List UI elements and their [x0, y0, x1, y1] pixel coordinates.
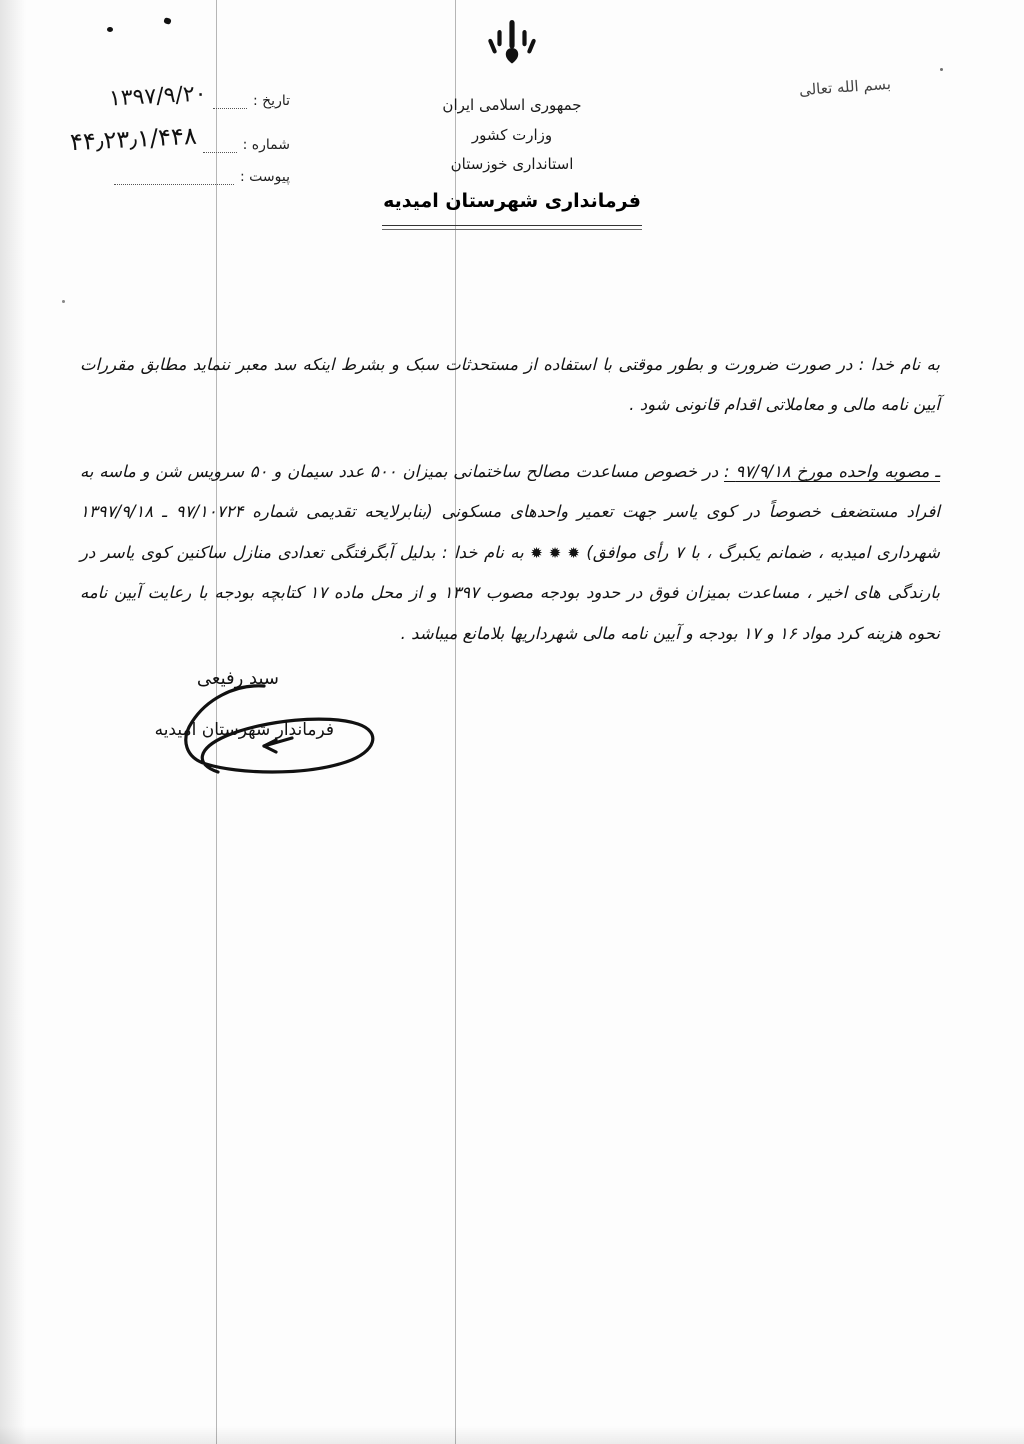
date-label: تاریخ : [252, 93, 290, 109]
date-dots [213, 96, 247, 109]
body-paragraph-1: به نام خدا : در صورت ضرورت و بطور موقتی با استفاده از مستحدثات سبک و بشرط اینکه سد معبر ننماید مطابق مقررات آیین نامه مالی و معاملاتی اقدام قانونی شود . [80, 355, 940, 415]
header-country: جمهوری اسلامی ایران [442, 96, 582, 114]
attachment-row [40, 169, 290, 185]
attachment-dots [114, 174, 234, 185]
letter-body [80, 345, 940, 680]
header-divider [382, 225, 642, 226]
number-dots [203, 140, 237, 153]
signer-name: سید رفیعی [196, 668, 279, 689]
number-row [40, 121, 290, 157]
bismillah-calligraphy: بسم الله تعالی [798, 74, 892, 100]
number-value: ۴۴٫۲۳٫۱/۴۴۸ [69, 121, 198, 157]
body-paragraph-2 [80, 452, 940, 654]
header-ministry: وزارت کشور [471, 126, 553, 145]
scan-edge-shadow-bottom [0, 1426, 1024, 1444]
resolution-text-2: به نام خدا : بدلیل آبگرفتگی تعدادی منازل ساکنین کوی یاسر در بارندگی های اخیر ، مساعدت بمیزان فوق در حدود بودجه مصوب ۱۳۹۷ و از محل ماده ۱۷ کتابچه بودجه با رعایت آیین نامه نحوه هزینه کرد مواد ۱۶ و ۱۷ بودجه و آیین نامه مالی شهرداریها بلامانع میباشد . [80, 542, 940, 643]
resolution-date-label: ـ مصوبه واحده مورخ ۹۷/۹/۱۸ : [723, 461, 940, 481]
star-separator-icon: ✹ ✹ ✹ [530, 543, 580, 562]
attachment-label: پیوست : [240, 169, 290, 185]
letterhead-meta [40, 81, 290, 201]
handwritten-signature [114, 678, 404, 822]
signer-title: فرماندار شهرستان امیدیه [154, 720, 334, 740]
date-row [40, 81, 290, 112]
date-value: ۱۳۹۷/۹/۲۰ [108, 81, 208, 112]
number-label: شماره : [242, 137, 290, 153]
iran-emblem-icon [0, 18, 1024, 80]
header-province: استانداری خوزستان [450, 154, 574, 173]
header-office: فرمانداری شهرستان امیدیه [383, 189, 641, 212]
resolution-text-1: در خصوص مساعدت مصالح ساختمانی بمیزان ۵۰۰ عدد سیمان و ۵۰ سرویس شن و ماسه به افراد مستضعف خصوصاً در کوی یاسر جهت تعمیر واحدهای مسکونی (بنابرلایحه تقدیمی شماره ۹۷/۱۰۷۲۴ ـ ۱۳۹۷/۹/۱۸ شهرداری امیدیه ، ضمانم یکبرگ ، با ۷ رأی موافق) [80, 461, 940, 562]
ink-speck [62, 300, 65, 303]
